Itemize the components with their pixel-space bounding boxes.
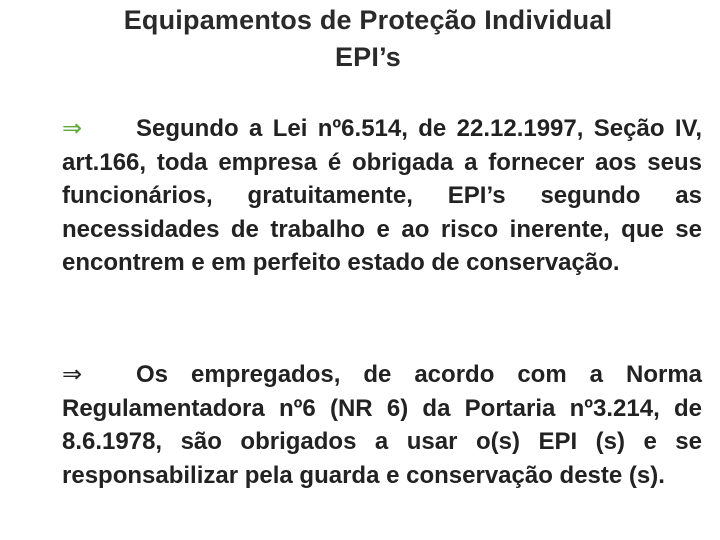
paragraph-employees [62, 358, 702, 492]
arrow-bullet-icon: ⇒ [62, 114, 83, 142]
arrow-bullet-icon: ⇒ [62, 360, 83, 388]
slide-subtitle: EPI’s [334, 42, 402, 72]
paragraph-law-text: Segundo a Lei nº6.514, de 22.12.1997, Seção IV, art.166, toda empresa é obrigada a fornecer aos seus funcionários, gratuitamente, EPI’s segundo as necessidades de trabalho e ao risco inerente, que se encontrem e em perfeito estado de conservação. [62, 115, 702, 276]
paragraph-law [62, 112, 702, 280]
paragraph-employees-text: Os empregados, de acordo com a Norma Regulamentadora nº6 (NR 6) da Portaria nº3.214, de 8.6.1978, são obrigados a usar o(s) EPI (s) e se responsabilizar pela guarda e conservação deste (s). [62, 361, 702, 489]
slide-title: Equipamentos de Proteção Individual [123, 5, 613, 35]
